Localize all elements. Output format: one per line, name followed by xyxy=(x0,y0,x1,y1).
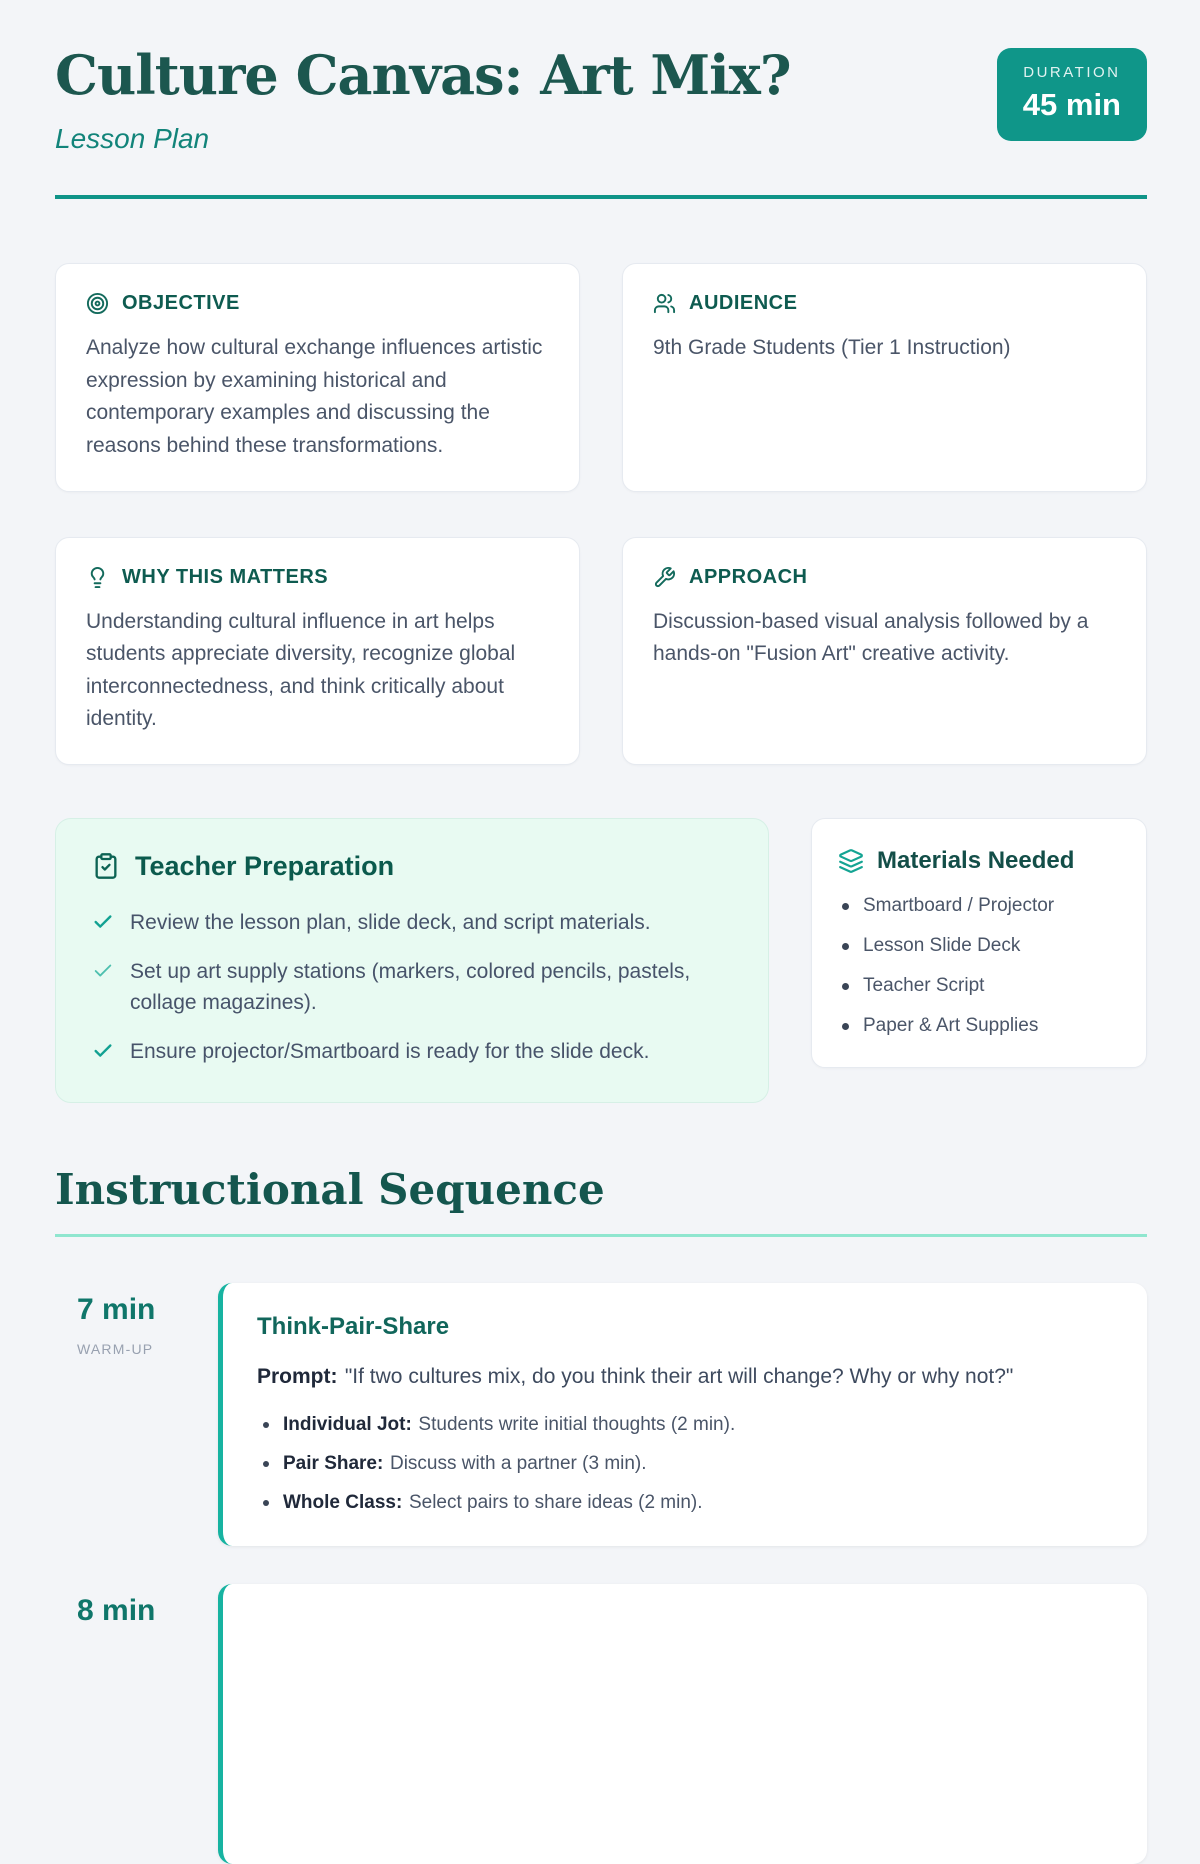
check-icon xyxy=(92,1040,114,1062)
materials-heading: Materials Needed xyxy=(877,846,1075,874)
step-bullet-list xyxy=(257,1414,1113,1514)
header xyxy=(55,43,1147,155)
step-meta xyxy=(55,1584,218,1864)
target-icon xyxy=(86,292,109,315)
step-card xyxy=(218,1283,1147,1547)
prep-item xyxy=(92,1037,732,1067)
approach-heading: APPROACH xyxy=(689,565,808,588)
materials-item: Smartboard / Projector xyxy=(838,895,1120,917)
step-prompt xyxy=(257,1361,1113,1393)
objective-card xyxy=(55,263,580,491)
clipboard-check-icon xyxy=(92,852,120,880)
bullet-label: Pair Share: xyxy=(283,1453,384,1475)
materials-item: Paper & Art Supplies xyxy=(838,1015,1120,1037)
step-title: Think-Pair-Share xyxy=(257,1312,450,1340)
materials-header xyxy=(838,847,1120,875)
bullet-text: Students write initial thoughts (2 min). xyxy=(418,1414,736,1436)
materials-list xyxy=(838,895,1120,1037)
page-subtitle: Lesson Plan xyxy=(55,123,210,155)
objective-body: Analyze how cultural exchange influences artistic expression by examining historical and contemporary examples and discussing the reasons behind these transformations. xyxy=(86,336,543,458)
teacher-preparation-panel xyxy=(55,818,769,1103)
step-duration: 7 min xyxy=(77,1292,156,1326)
teacher-preparation-heading: Teacher Preparation xyxy=(135,850,395,881)
audience-body: 9th Grade Students (Tier 1 Instruction) xyxy=(653,336,1011,360)
step-card xyxy=(218,1584,1147,1864)
prep-item xyxy=(92,908,732,938)
why-body: Understanding cultural influence in art helps students appreciate diversity, recognize global interconnectedness, and think critically about identity. xyxy=(86,609,516,731)
bullet-text: Select pairs to share ideas (2 min). xyxy=(408,1492,703,1514)
step-bullet xyxy=(257,1453,1113,1475)
prep-item-text: Review the lesson plan, slide deck, and script materials. xyxy=(130,910,651,934)
approach-card xyxy=(622,537,1147,765)
check-icon xyxy=(92,911,114,933)
objective-card-header xyxy=(86,292,549,315)
instructional-sequence-heading: Instructional Sequence xyxy=(55,1165,1147,1237)
page-title: Culture Canvas: Art Mix? xyxy=(55,43,791,107)
bullet-label: Individual Jot: xyxy=(283,1414,412,1436)
layers-icon xyxy=(838,848,864,874)
prep-item-text: Set up art supply stations (markers, colored pencils, pastels, collage magazines). xyxy=(130,960,691,1014)
audience-card-header xyxy=(653,292,1116,315)
why-card-header xyxy=(86,566,549,589)
step-bullet xyxy=(257,1414,1113,1436)
materials-item: Teacher Script xyxy=(838,975,1120,997)
step-bullet xyxy=(257,1492,1113,1514)
prep-item xyxy=(92,957,732,1018)
audience-card xyxy=(622,263,1147,491)
bullet-label: Whole Class: xyxy=(283,1492,403,1514)
info-cards-grid xyxy=(55,263,1147,764)
step-phase: WARM-UP xyxy=(77,1340,154,1357)
step-meta xyxy=(55,1283,218,1547)
duration-label: DURATION xyxy=(1023,64,1121,81)
header-titles xyxy=(55,43,791,155)
why-this-matters-card xyxy=(55,537,580,765)
approach-body: Discussion-based visual analysis followed by a hands-on "Fusion Art" creative activity. xyxy=(653,609,1089,666)
lightbulb-icon xyxy=(86,566,109,589)
teacher-preparation-header xyxy=(92,851,732,882)
why-heading: WHY THIS MATTERS xyxy=(122,565,329,588)
materials-item: Lesson Slide Deck xyxy=(838,935,1120,957)
preparation-row xyxy=(55,818,1147,1103)
prompt-text: "If two cultures mix, do you think their art will change? Why or why not?" xyxy=(344,1364,1014,1388)
bullet-text: Discuss with a partner (3 min). xyxy=(389,1453,647,1475)
prep-item-text: Ensure projector/Smartboard is ready for the slide deck. xyxy=(130,1040,650,1064)
prompt-label: Prompt: xyxy=(257,1364,338,1388)
audience-heading: AUDIENCE xyxy=(689,292,798,315)
users-icon xyxy=(653,292,676,315)
sequence-steps xyxy=(55,1283,1147,1864)
check-icon xyxy=(92,960,114,982)
duration-value: 45 min xyxy=(1022,87,1121,122)
materials-needed-card xyxy=(811,818,1147,1068)
objective-heading: OBJECTIVE xyxy=(122,292,240,315)
step-duration: 8 min xyxy=(77,1594,156,1628)
approach-card-header xyxy=(653,566,1116,589)
sequence-step-2 xyxy=(55,1584,1147,1864)
wrench-icon xyxy=(653,566,676,589)
duration-badge xyxy=(997,48,1147,141)
header-divider xyxy=(55,195,1147,199)
sequence-step-1 xyxy=(55,1283,1147,1547)
